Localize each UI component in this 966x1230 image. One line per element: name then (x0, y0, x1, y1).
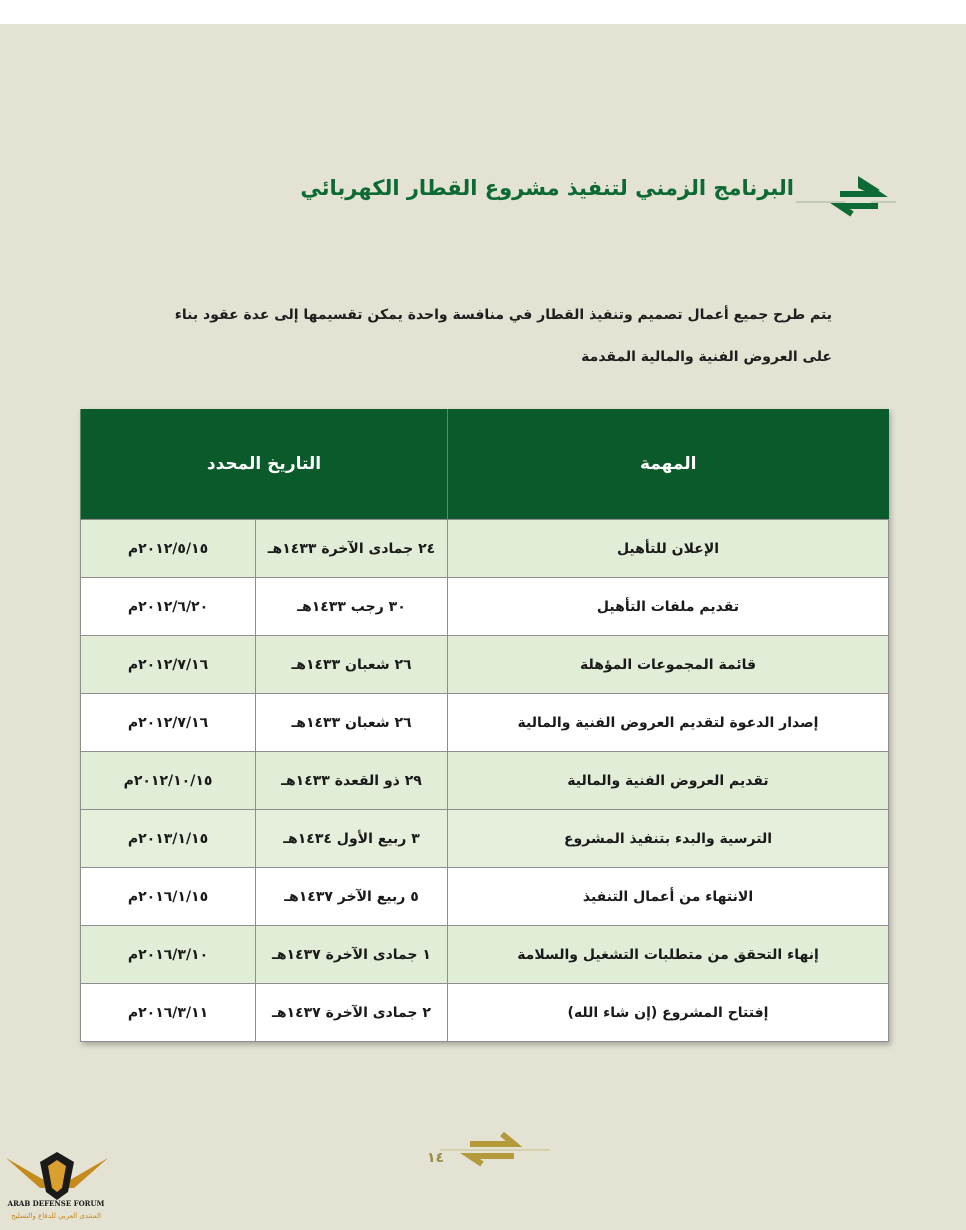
title-block (300, 158, 896, 238)
table-row (81, 810, 889, 868)
header-date: التاريخ المحدد (81, 409, 448, 520)
hijri-date-cell: ٥ ربيع الآخر ١٤٣٧هـ (256, 868, 448, 926)
table-row (81, 694, 889, 752)
table-row (81, 578, 889, 636)
table-row (81, 520, 889, 578)
top-strip (0, 0, 966, 24)
gregorian-date-cell: ٢٠١٢/٧/١٦م (81, 694, 256, 752)
task-cell: إفتتاح المشروع (إن شاء الله) (448, 984, 889, 1042)
gregorian-date-cell: ٢٠١٢/٥/١٥م (81, 520, 256, 578)
gregorian-date-cell: ٢٠١٢/٦/٢٠م (81, 578, 256, 636)
task-cell: تقديم ملفات التأهيل (448, 578, 889, 636)
hijri-date-cell: ٣٠ رجب ١٤٣٣هـ (256, 578, 448, 636)
train-logo-icon (796, 168, 896, 228)
task-cell: إصدار الدعوة لتقديم العروض الفنية والمالية (448, 694, 889, 752)
watermark-title: ARAB DEFENSE FORUM (7, 1199, 105, 1208)
page-title: البرنامج الزمني لتنفيذ مشروع القطار الكهربائي (300, 176, 794, 200)
footer-train-logo-icon (440, 1120, 550, 1170)
table-row (81, 636, 889, 694)
schedule-table (80, 409, 889, 1042)
watermark-subtitle: المنتدى العربي للدفاع والتسليح (11, 1212, 101, 1220)
hijri-date-cell: ٢٤ جمادى الآخرة ١٤٣٣هـ (256, 520, 448, 578)
hijri-date-cell: ٢٩ ذو القعدة ١٤٣٣هـ (256, 752, 448, 810)
task-cell: الإعلان للتأهيل (448, 520, 889, 578)
gregorian-date-cell: ٢٠١٦/٣/١٠م (81, 926, 256, 984)
hijri-date-cell: ٢٦ شعبان ١٤٣٣هـ (256, 636, 448, 694)
gregorian-date-cell: ٢٠١٢/١٠/١٥م (81, 752, 256, 810)
gregorian-date-cell: ٢٠١٣/١/١٥م (81, 810, 256, 868)
table-row (81, 984, 889, 1042)
task-cell: الترسية والبدء بتنفيذ المشروع (448, 810, 889, 868)
table-row (81, 868, 889, 926)
page-number: ١٤ (427, 1150, 445, 1166)
task-cell: إنهاء التحقق من متطلبات التشغيل والسلامة (448, 926, 889, 984)
hijri-date-cell: ١ جمادى الآخرة ١٤٣٧هـ (256, 926, 448, 984)
intro-paragraph: يتم طرح جميع أعمال تصميم وتنفيذ القطار في منافسة واحدة يمكن تقسيمها إلى عدة عقود بناء على العروض الفنية والمالية المقدمة (174, 307, 832, 365)
gregorian-date-cell: ٢٠١٢/٧/١٦م (81, 636, 256, 694)
table-row (81, 752, 889, 810)
hijri-date-cell: ٣ ربيع الأول ١٤٣٤هـ (256, 810, 448, 868)
table-header-row (81, 409, 889, 520)
gregorian-date-cell: ٢٠١٦/١/١٥م (81, 868, 256, 926)
table-row (81, 926, 889, 984)
task-cell: تقديم العروض الفنية والمالية (448, 752, 889, 810)
hijri-date-cell: ٢ جمادى الآخرة ١٤٣٧هـ (256, 984, 448, 1042)
task-cell: الانتهاء من أعمال التنفيذ (448, 868, 889, 926)
header-task: المهمة (448, 409, 889, 520)
task-cell: قائمة المجموعات المؤهلة (448, 636, 889, 694)
gregorian-date-cell: ٢٠١٦/٣/١١م (81, 984, 256, 1042)
hijri-date-cell: ٢٦ شعبان ١٤٣٣هـ (256, 694, 448, 752)
